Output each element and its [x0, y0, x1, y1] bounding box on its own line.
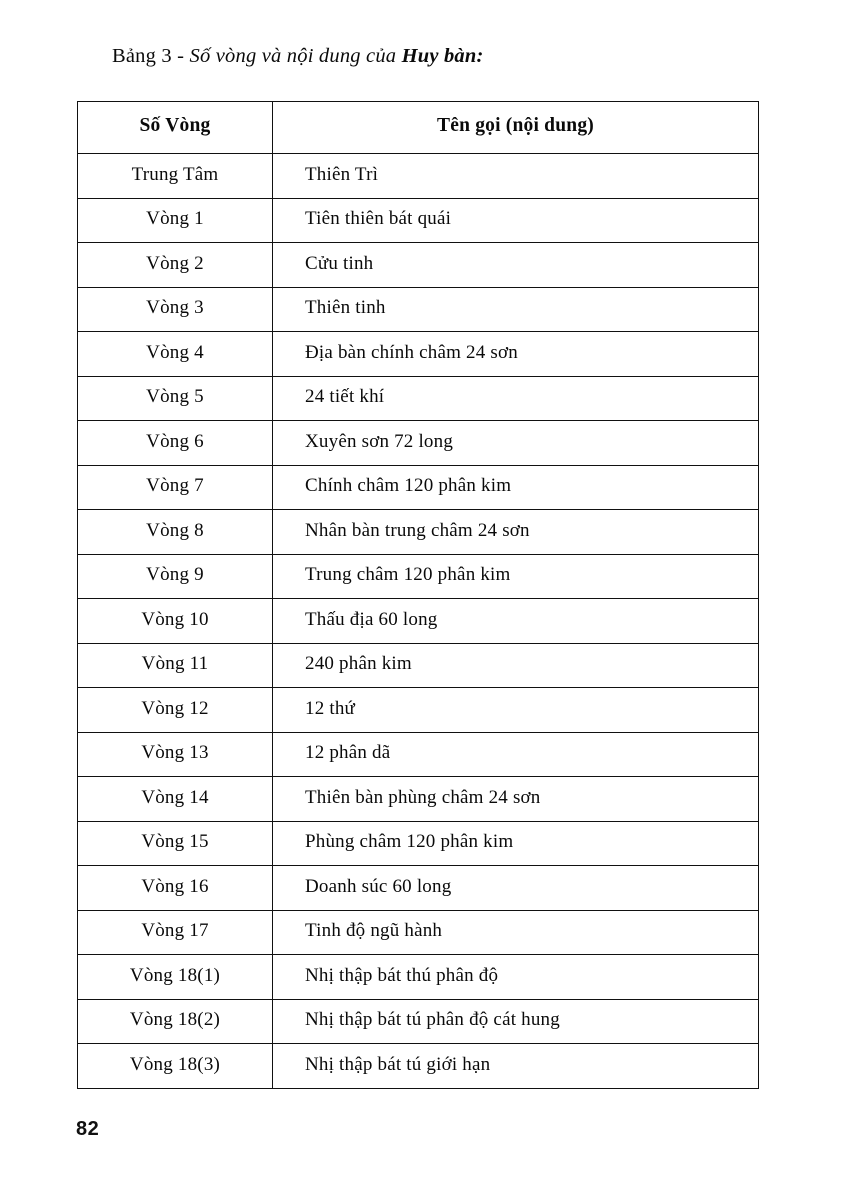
cell-name: Xuyên sơn 72 long [273, 421, 759, 466]
table-row [78, 376, 759, 421]
cell-name: Trung châm 120 phân kim [273, 554, 759, 599]
cell-name: 12 thứ [273, 688, 759, 733]
cell-name: 12 phân dã [273, 732, 759, 777]
table-row [78, 599, 759, 644]
cell-round: Vòng 8 [78, 510, 273, 555]
cell-round: Vòng 18(2) [78, 999, 273, 1044]
cell-round: Vòng 10 [78, 599, 273, 644]
table-row [78, 243, 759, 288]
table-row [78, 287, 759, 332]
cell-round: Trung Tâm [78, 154, 273, 199]
cell-name: Chính châm 120 phân kim [273, 465, 759, 510]
table-row [78, 910, 759, 955]
cell-name: 240 phân kim [273, 643, 759, 688]
table-head [78, 102, 759, 154]
caption-label: Bảng 3 - [112, 45, 190, 67]
table-row [78, 421, 759, 466]
table-row [78, 554, 759, 599]
cell-name: Nhị thập bát tú phân độ cát hung [273, 999, 759, 1044]
table-row [78, 510, 759, 555]
table-row [78, 732, 759, 777]
table-row [78, 1044, 759, 1089]
cell-round: Vòng 18(1) [78, 955, 273, 1000]
table-header-row [78, 102, 759, 154]
table-row [78, 777, 759, 822]
cell-round: Vòng 15 [78, 821, 273, 866]
cell-round: Vòng 1 [78, 198, 273, 243]
column-header-round: Số Vòng [78, 102, 273, 154]
cell-round: Vòng 9 [78, 554, 273, 599]
table-row [78, 999, 759, 1044]
caption-emphasis: Huy bàn: [401, 45, 484, 67]
table-row [78, 688, 759, 733]
table-body [78, 154, 759, 1089]
cell-round: Vòng 4 [78, 332, 273, 377]
column-header-name: Tên gọi (nội dung) [273, 102, 759, 154]
table-row [78, 332, 759, 377]
table-row [78, 955, 759, 1000]
cell-name: Doanh súc 60 long [273, 866, 759, 911]
cell-round: Vòng 11 [78, 643, 273, 688]
cell-round: Vòng 12 [78, 688, 273, 733]
table-row [78, 154, 759, 199]
cell-name: Tiên thiên bát quái [273, 198, 759, 243]
cell-name: Tinh độ ngũ hành [273, 910, 759, 955]
cell-round: Vòng 6 [78, 421, 273, 466]
table-row [78, 198, 759, 243]
cell-round: Vòng 18(3) [78, 1044, 273, 1089]
table-row [78, 465, 759, 510]
cell-round: Vòng 17 [78, 910, 273, 955]
cell-round: Vòng 3 [78, 287, 273, 332]
cell-name: 24 tiết khí [273, 376, 759, 421]
cell-name: Phùng châm 120 phân kim [273, 821, 759, 866]
table-row [78, 821, 759, 866]
cell-name: Thấu địa 60 long [273, 599, 759, 644]
cell-name: Nhị thập bát thú phân độ [273, 955, 759, 1000]
rounds-table [77, 101, 759, 1089]
cell-round: Vòng 16 [78, 866, 273, 911]
table-row [78, 643, 759, 688]
cell-name: Nhị thập bát tú giới hạn [273, 1044, 759, 1089]
cell-name: Nhân bàn trung châm 24 sơn [273, 510, 759, 555]
cell-name: Cửu tinh [273, 243, 759, 288]
page-number: 82 [76, 1118, 100, 1140]
cell-name: Địa bàn chính châm 24 sơn [273, 332, 759, 377]
cell-name: Thiên tinh [273, 287, 759, 332]
caption-middle: Số vòng và nội dung của [189, 45, 402, 67]
cell-round: Vòng 13 [78, 732, 273, 777]
cell-name: Thiên bàn phùng châm 24 sơn [273, 777, 759, 822]
table-container [77, 101, 758, 1089]
table-row [78, 866, 759, 911]
cell-round: Vòng 2 [78, 243, 273, 288]
cell-round: Vòng 7 [78, 465, 273, 510]
cell-round: Vòng 14 [78, 777, 273, 822]
cell-round: Vòng 5 [78, 376, 273, 421]
table-caption [112, 44, 483, 70]
cell-name: Thiên Trì [273, 154, 759, 199]
